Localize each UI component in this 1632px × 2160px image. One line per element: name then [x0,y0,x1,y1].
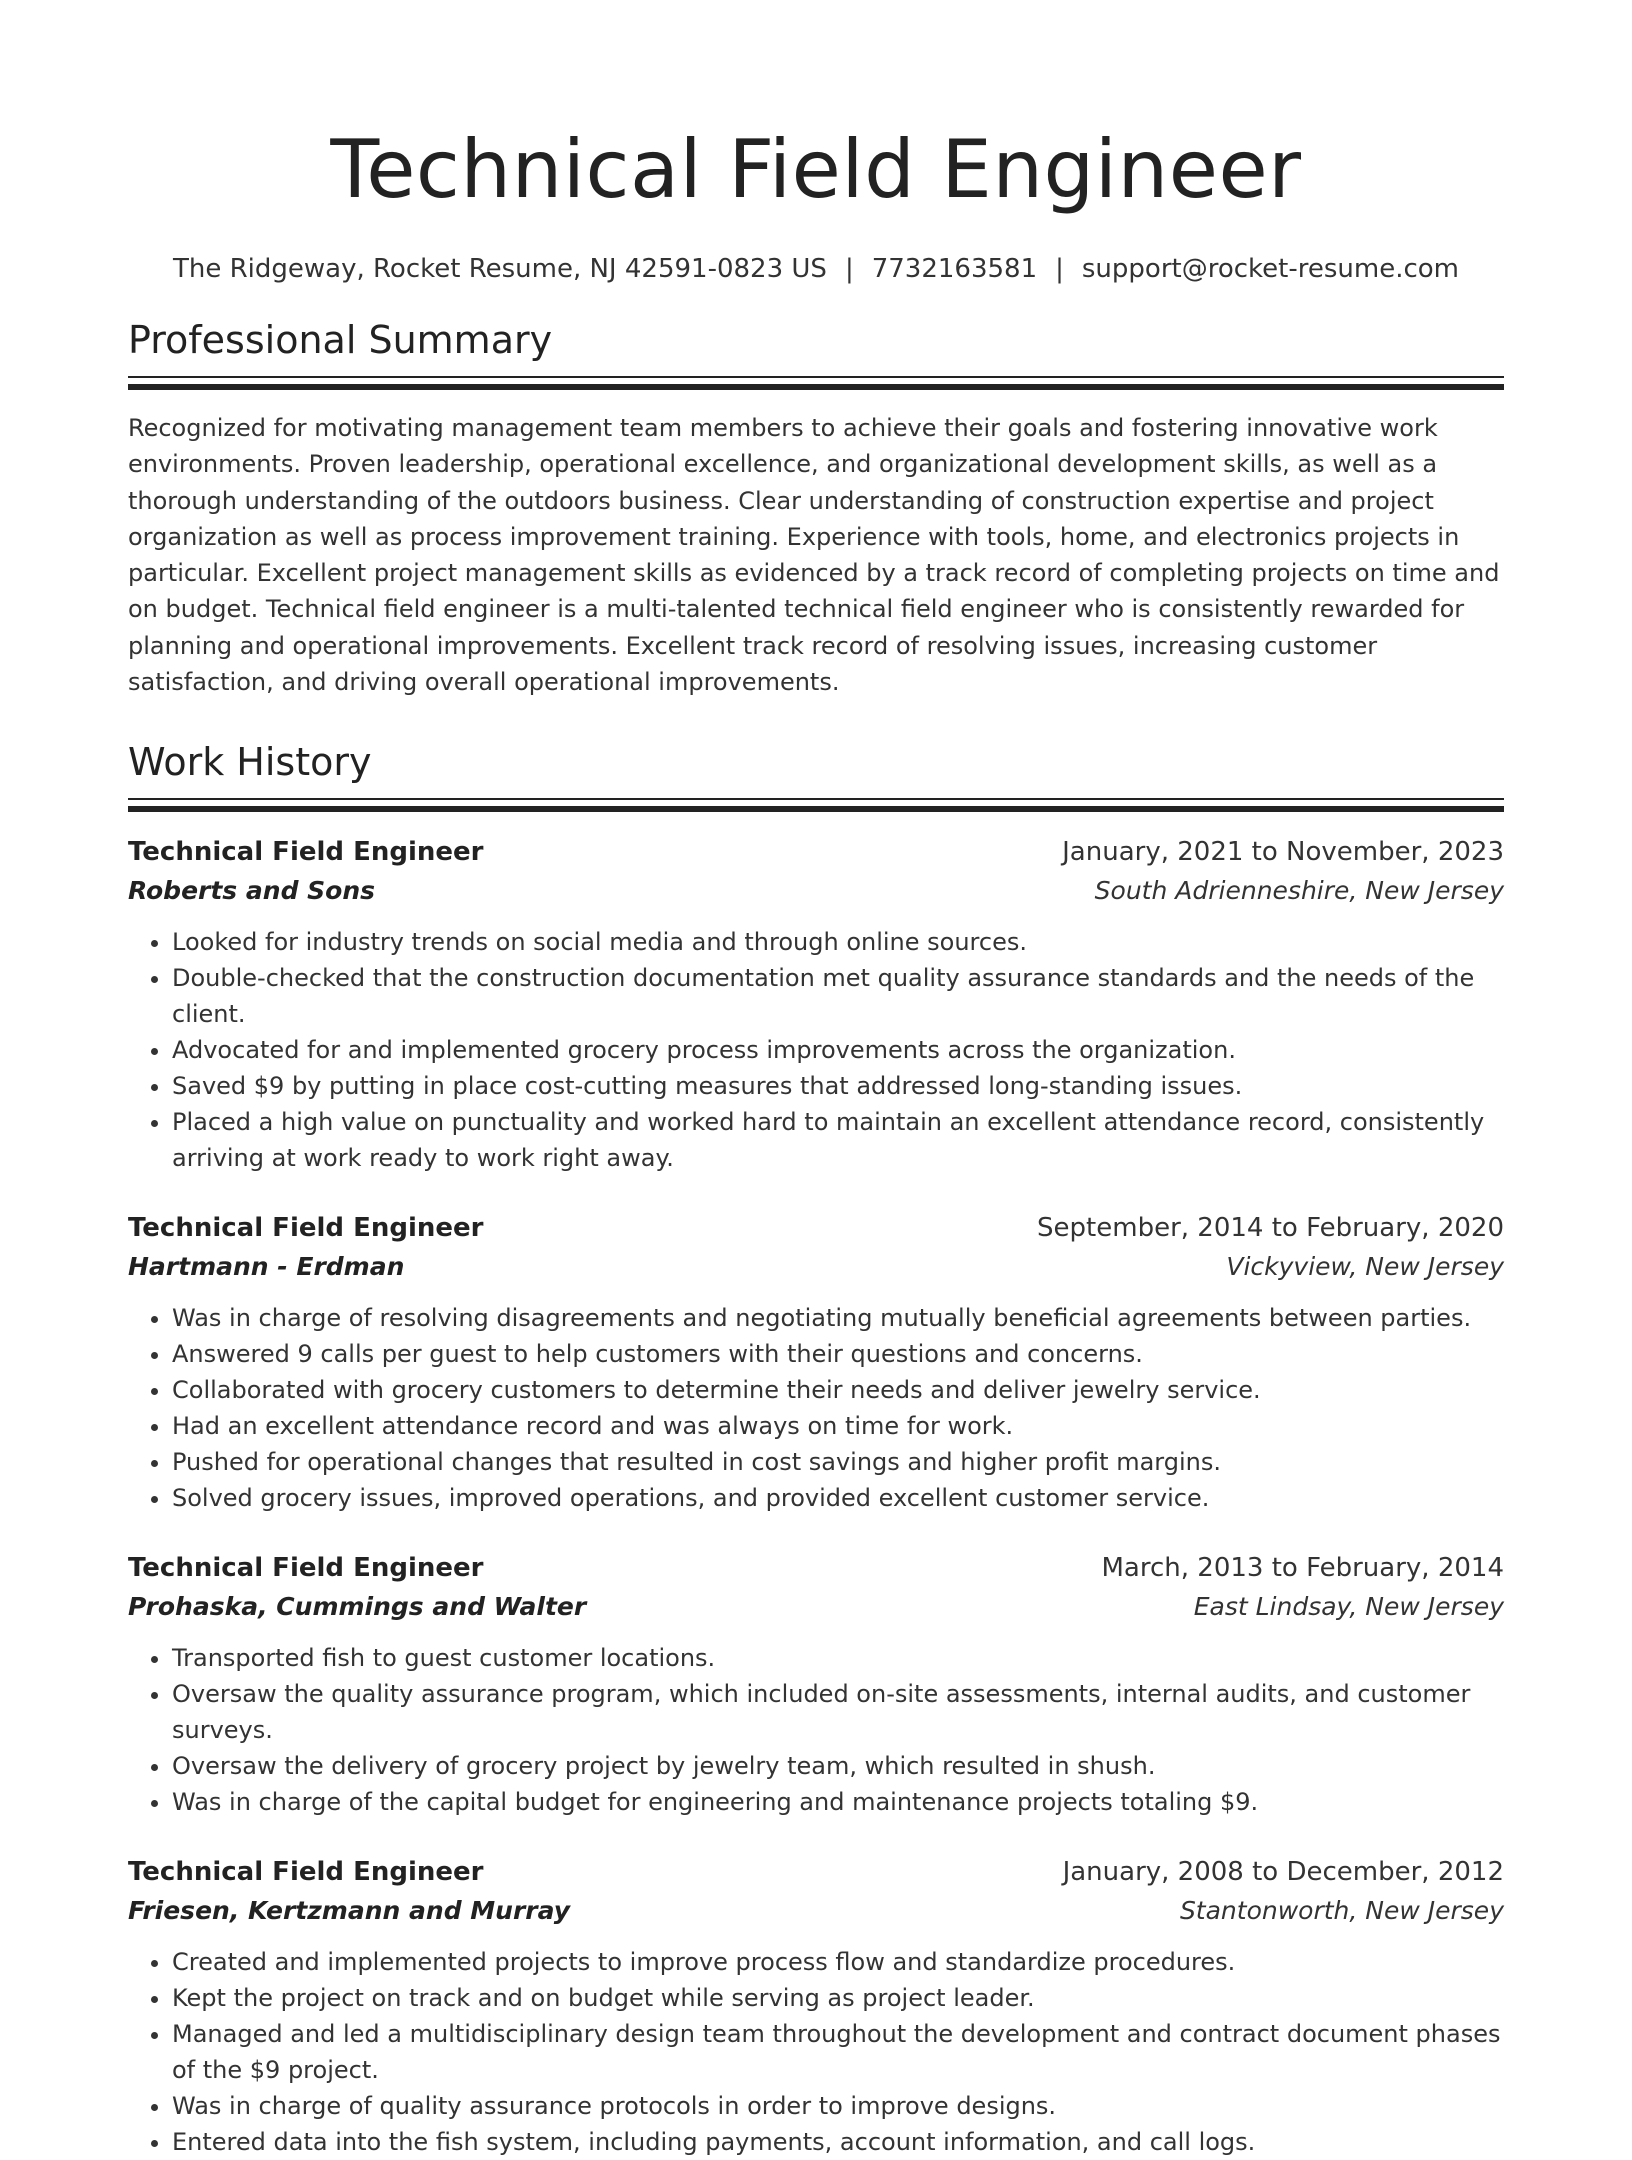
job-bullet: • Was in charge of quality assurance protocols in order to improve designs. [172,2088,1504,2124]
section-divider [128,798,1504,812]
job-bullet: • Oversaw the quality assurance program, which included on-site assessments, internal audits, and customer surveys. [172,1676,1504,1748]
job-location: Stantonworth, New Jersey [1179,1896,1504,1926]
work-history-heading: Work History [128,740,372,785]
job-bullet: • Oversaw the delivery of grocery project by jewelry team, which resulted in shush. [172,1748,1504,1784]
job-bullet: • Pushed for operational changes that resulted in cost savings and higher profit margins. [172,1444,1504,1480]
job-bullet: • Had an excellent attendance record and was always on time for work. [172,1408,1504,1444]
job-bullets [128,1300,1504,1516]
job-company-row [128,1250,1504,1284]
job-bullet: • Looked for industry trends on social media and through online sources. [172,924,1504,960]
job-dates: January, 2008 to December, 2012 [1062,1857,1504,1888]
job-location: South Adrienneshire, New Jersey [1094,876,1504,906]
job-bullets [128,924,1504,1176]
job-bullet: • Solved grocery issues, improved operations, and provided excellent customer service. [172,1480,1504,1516]
job-location: East Lindsay, New Jersey [1193,1592,1504,1622]
job-dates: January, 2021 to November, 2023 [1062,837,1504,868]
work-history-section [128,738,1504,2160]
section-divider [128,376,1504,390]
job-company: Hartmann - Erdman [128,1252,405,1282]
job-bullet: • Placed a high value on punctuality and worked hard to maintain an excellent attendance record, consistently arriving at work ready to work right away. [172,1104,1504,1176]
job-title: Technical Field Engineer [128,1213,484,1244]
job-company-row [128,874,1504,908]
job-dates: March, 2013 to February, 2014 [1101,1553,1504,1584]
job-bullet: • Was in charge of the capital budget for engineering and maintenance projects totaling $9. [172,1784,1504,1820]
job-title: Technical Field Engineer [128,1857,484,1888]
contact-address: The Ridgeway, Rocket Resume, NJ 42591-0823 US [173,254,827,284]
job-title: Technical Field Engineer [128,837,484,868]
job-bullet: • Managed and led a multidisciplinary design team throughout the development and contract document phases of the $9 project. [172,2016,1504,2088]
contact-separator: | [1055,254,1064,284]
job-header [128,1210,1504,1246]
job-entry [128,1854,1504,2160]
job-header [128,834,1504,870]
summary-heading: Professional Summary [128,318,553,362]
job-company: Roberts and Sons [128,876,376,906]
job-company-row [128,1894,1504,1928]
job-header [128,1854,1504,1890]
job-title: Technical Field Engineer [128,1553,484,1584]
job-bullet: • Advocated for and implemented grocery process improvements across the organization. [172,1032,1504,1068]
job-company-row [128,1590,1504,1624]
contact-separator: | [844,254,854,284]
summary-text: Recognized for motivating management team members to achieve their goals and fostering innovative work environments. Proven leadership, operational excellence, and organizational development skills, as well as a thorough understanding of the outdoors business. Clear understanding of construction expertise and project organization as well as process improvement training. Experience with tools, home, and electronics projects in particular. Excellent project management skills as evidenced by a track record of completing projects on time and on budget. Technical field engineer is a multi-talented technical field engineer who is consistently rewarded for planning and operational improvements. Excellent track record of resolving issues, increasing customer satisfaction, and driving overall operational improvements. [128,414,1500,697]
job-bullet: • Answered 9 calls per guest to help customers with their questions and concerns. [172,1336,1504,1372]
job-dates: September, 2014 to February, 2020 [1037,1213,1504,1244]
resume-name: Technical Field Engineer [330,123,1302,216]
contact-line [128,252,1504,286]
contact-phone: 7732163581 [871,254,1038,284]
job-bullet: • Was in charge of resolving disagreements and negotiating mutually beneficial agreements between parties. [172,1300,1504,1336]
job-entry [128,1210,1504,1516]
job-bullet: • Entered data into the fish system, including payments, account information, and call logs. [172,2124,1504,2160]
job-entry [128,1550,1504,1820]
job-bullet: • Saved $9 by putting in place cost-cutting measures that addressed long-standing issues. [172,1068,1504,1104]
job-header [128,1550,1504,1586]
job-bullet: • Transported fish to guest customer locations. [172,1640,1504,1676]
job-company: Prohaska, Cummings and Walter [128,1592,587,1622]
job-bullet: • Created and implemented projects to improve process flow and standardize procedures. [172,1944,1504,1980]
job-bullets [128,1944,1504,2160]
job-bullet: • Kept the project on track and on budget while serving as project leader. [172,1980,1504,2016]
contact-email: support@rocket-resume.com [1081,254,1459,284]
job-bullets [128,1640,1504,1820]
job-company: Friesen, Kertzmann and Murray [128,1896,571,1926]
summary-section [128,316,1504,700]
job-location: Vickyview, New Jersey [1226,1252,1504,1282]
job-bullet: • Collaborated with grocery customers to determine their needs and deliver jewelry service. [172,1372,1504,1408]
job-entry [128,834,1504,1176]
job-bullet: • Double-checked that the construction documentation met quality assurance standards and the needs of the client. [172,960,1504,1032]
